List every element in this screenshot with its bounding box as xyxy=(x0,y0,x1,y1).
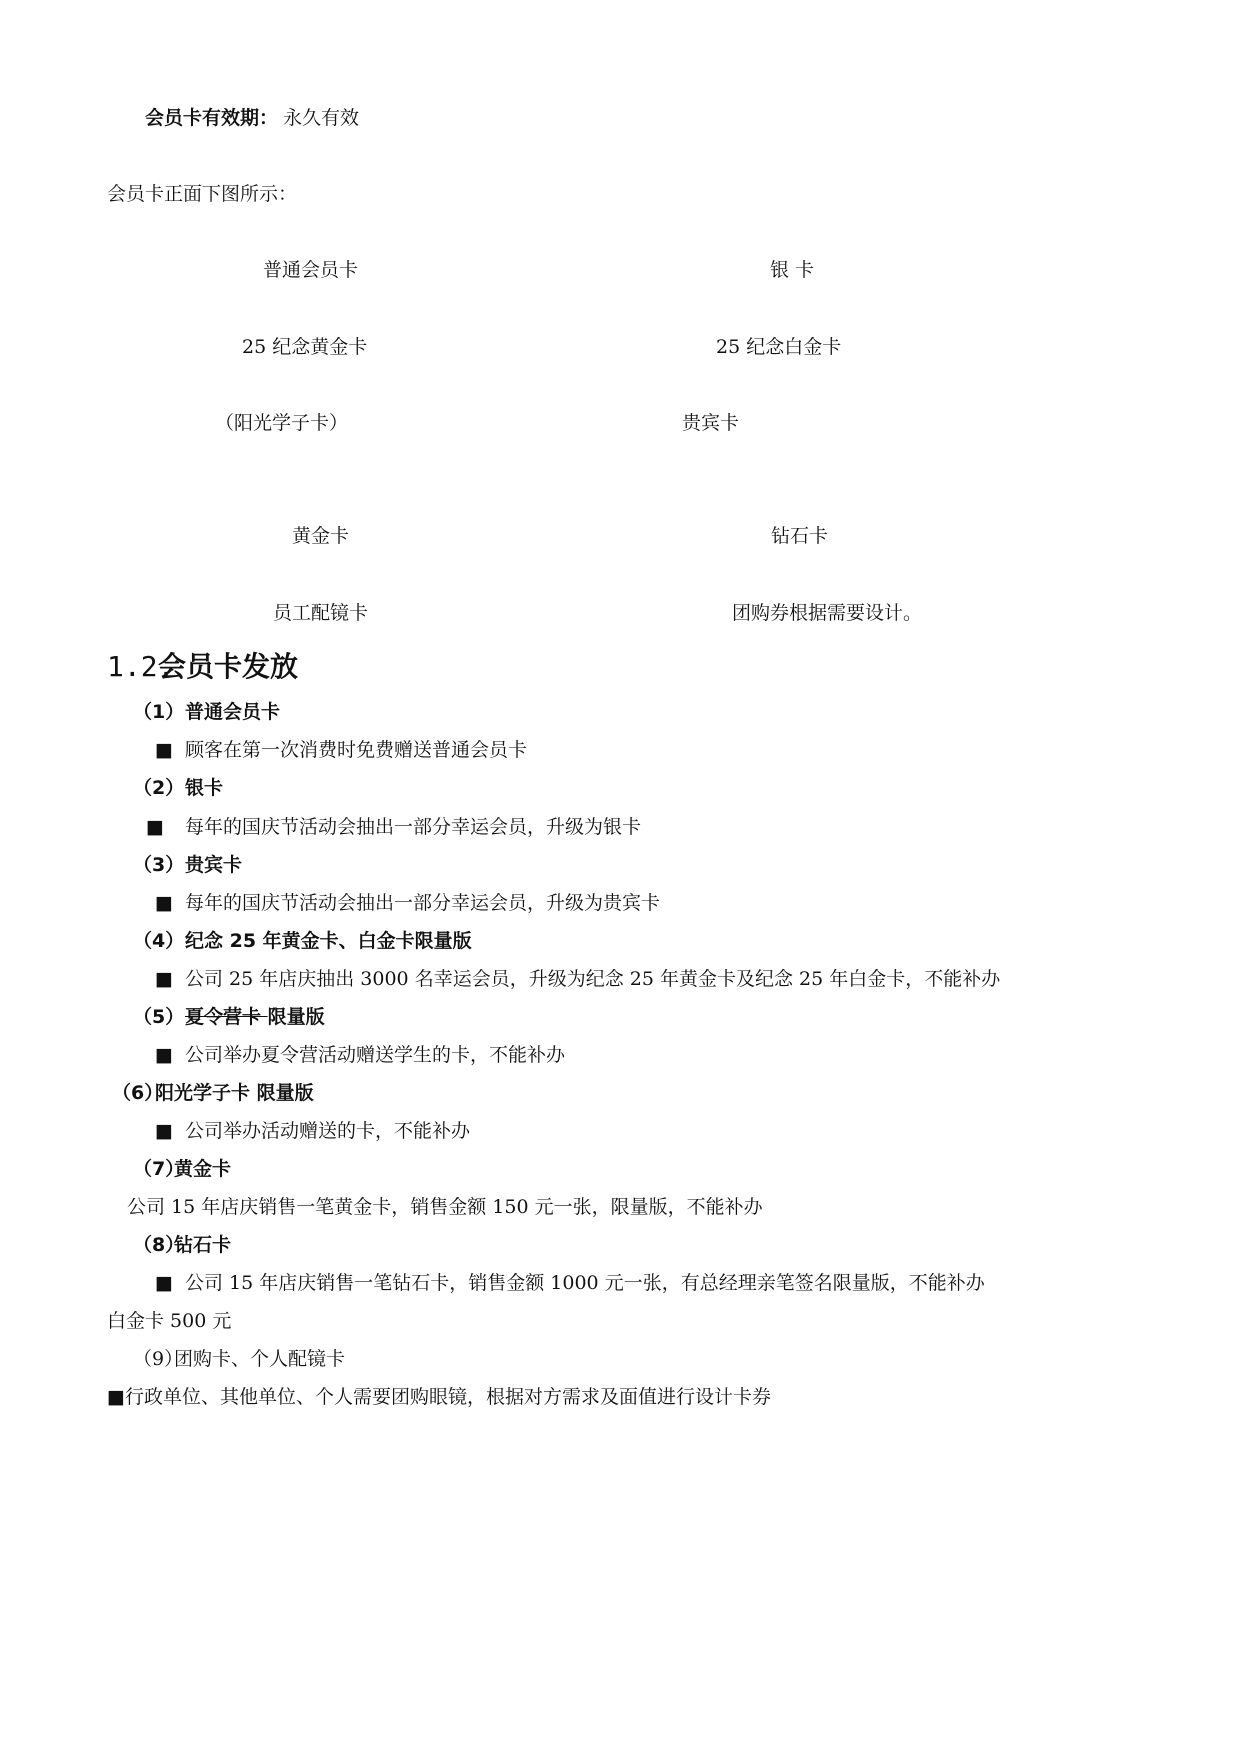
bullet-icon: ■ xyxy=(146,816,164,838)
item-3-number: （3） xyxy=(133,854,185,876)
bullet-icon: ■ xyxy=(155,892,173,914)
card-label-group-voucher: 团购券根据需要设计。 xyxy=(732,602,923,624)
item-8-title: 钻石卡 xyxy=(174,1234,232,1256)
item-5-desc: 公司举办夏令营活动赠送学生的卡，不能补办 xyxy=(185,1044,566,1066)
item-2-number: （2） xyxy=(133,777,185,799)
item-8-number: （8） xyxy=(133,1234,185,1256)
bullet-icon: ■ xyxy=(155,1272,173,1294)
item-7-desc: 公司 15 年店庆销售一笔黄金卡，销售金额 150 元一张，限量版，不能补办 xyxy=(127,1196,763,1218)
item-5-number: （5） xyxy=(133,1006,185,1028)
item-3-title: 贵宾卡 xyxy=(185,854,243,876)
item-5-title xyxy=(185,1005,325,1029)
card-label-25-gold: 25 纪念黄金卡 xyxy=(242,336,368,358)
item-1-number: （1） xyxy=(133,701,185,723)
item-4-number: （4） xyxy=(133,930,185,952)
platinum-price-note: 白金卡 500 元 xyxy=(107,1310,232,1332)
item-6-title: 阳光学子卡 限量版 xyxy=(155,1082,314,1104)
intro-text: 会员卡正面下图所示： xyxy=(107,183,298,205)
item-9-desc: ■行政单位、其他单位、个人需要团购眼镜，根据对方需求及面值进行设计卡券 xyxy=(107,1386,771,1408)
validity-value: 永久有效 xyxy=(283,107,360,129)
item-6-desc: 公司举办活动赠送的卡，不能补办 xyxy=(185,1120,471,1142)
item-4-desc: 公司 25 年店庆抽出 3000 名幸运会员，升级为纪念 25 年黄金卡及纪念 25 年白金卡，不能补办 xyxy=(185,968,1001,990)
bullet-icon: ■ xyxy=(155,1120,173,1142)
card-label-gold: 黄金卡 xyxy=(292,525,350,547)
item-5-title-struck: 夏令营卡 xyxy=(185,1006,268,1028)
validity-label: 会员卡有效期： xyxy=(145,107,279,129)
card-label-silver: 银 卡 xyxy=(770,259,815,281)
card-label-diamond: 钻石卡 xyxy=(771,525,829,547)
item-6-number: （6） xyxy=(112,1082,164,1104)
item-9-title: 团购卡、个人配镜卡 xyxy=(174,1348,346,1370)
bullet-icon: ■ xyxy=(155,739,173,761)
item-2-desc: 每年的国庆节活动会抽出一部分幸运会员，升级为银卡 xyxy=(185,816,642,838)
bullet-icon: ■ xyxy=(155,1044,173,1066)
section-number: 1.2. xyxy=(107,650,175,683)
card-label-25-platinum: 25 纪念白金卡 xyxy=(716,336,842,358)
card-label-vip: 贵宾卡 xyxy=(682,412,740,434)
item-8-desc: 公司 15 年店庆销售一笔钻石卡，销售金额 1000 元一张，有总经理亲笔签名限量版，不能补办 xyxy=(185,1272,985,1294)
item-1-title: 普通会员卡 xyxy=(185,701,281,723)
item-5-title-rest: 限量版 xyxy=(267,1006,325,1028)
card-label-regular: 普通会员卡 xyxy=(263,259,359,281)
section-title: 会员卡发放 xyxy=(158,650,299,683)
bullet-icon: ■ xyxy=(155,968,173,990)
item-7-title: 黄金卡 xyxy=(174,1158,232,1180)
item-2-title: 银卡 xyxy=(185,777,224,799)
card-label-staff: 员工配镜卡 xyxy=(273,602,369,624)
item-3-desc: 每年的国庆节活动会抽出一部分幸运会员，升级为贵宾卡 xyxy=(185,892,661,914)
card-label-sunshine-student: （阳光学子卡） xyxy=(215,412,349,434)
item-7-number: （7） xyxy=(133,1158,185,1180)
item-9-number: （9） xyxy=(133,1348,184,1370)
item-4-title: 纪念 25 年黄金卡、白金卡限量版 xyxy=(185,930,472,952)
item-1-desc: 顾客在第一次消费时免费赠送普通会员卡 xyxy=(185,739,528,761)
